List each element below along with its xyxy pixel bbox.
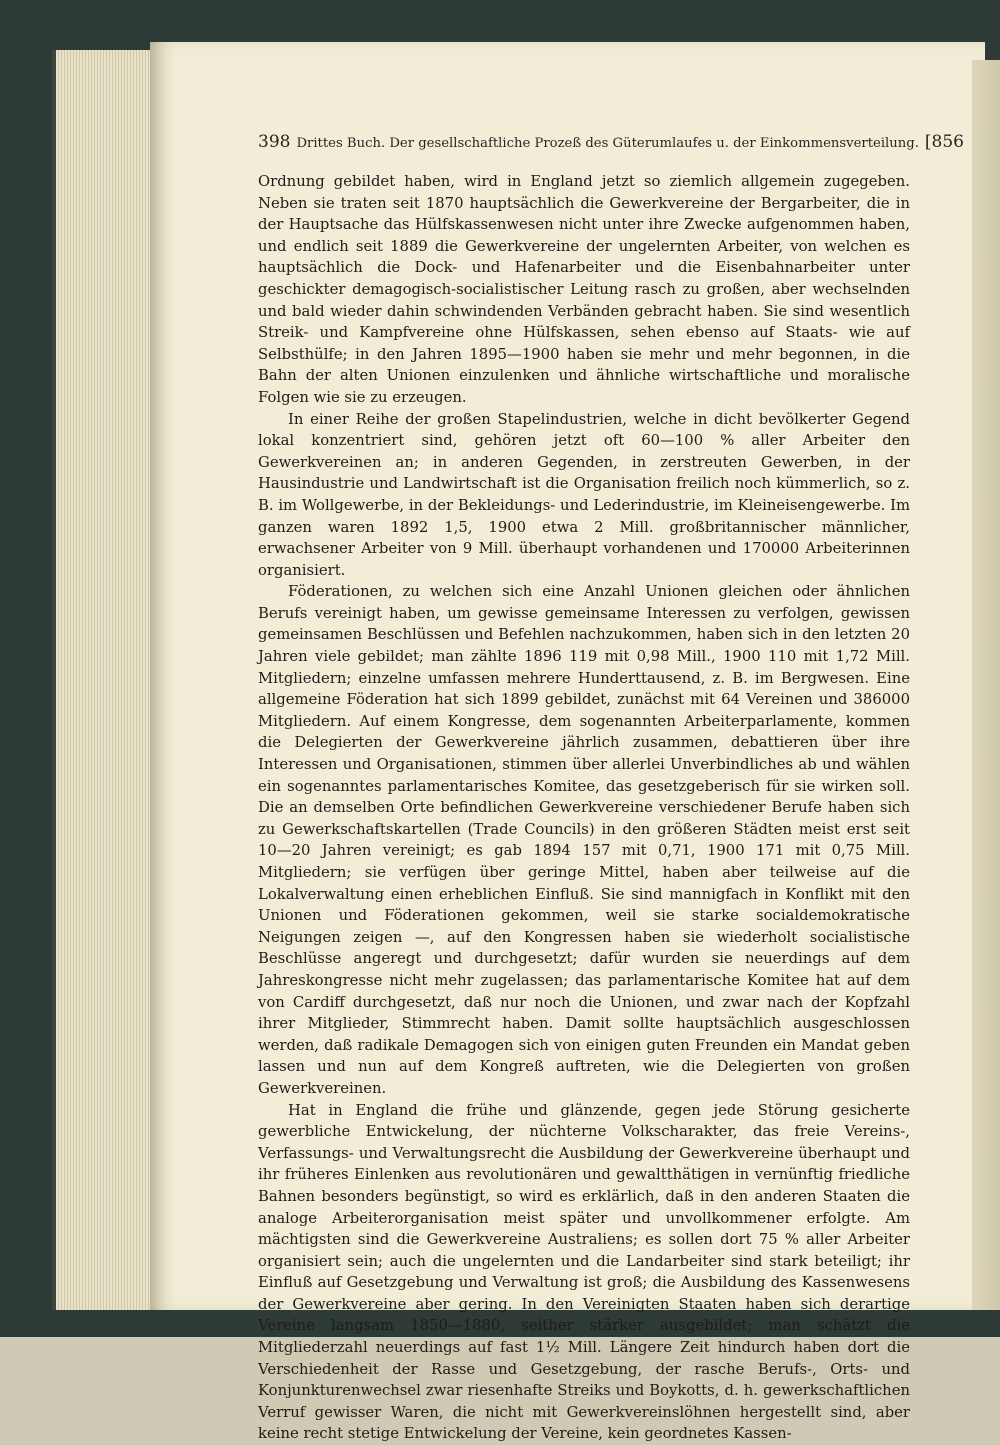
running-head: Drittes Buch. Der gesellschaftliche Prozeß des Güterumlaufes u. der Einkommensverteilung. [296,136,919,151]
paragraph: In einer Reihe der großen Stapelindustrien, welche in dicht bevölkerter Gegend lokal konzentriert sind, gehören jetzt oft 60—100 % aller Arbeiter den Gewerkvereinen an; in anderen Gegenden, in zerstreuten Gewerben, in der Hausindustrie und Landwirtschaft ist die Organisation freilich noch kümmerlich, so z. B. im Wollgewerbe, in der Bekleidungs- und Lederindustrie, im Kleineisengewerbe. Im ganzen waren 1892 1,5, 1900 etwa 2 Mill. großbritannischer männlicher, erwachsener Arbeiter von 9 Mill. überhaupt vorhandenen und 170000 Arbeiterinnen organisiert. [258,410,910,579]
page-number: 398 [258,132,291,152]
paragraph: Hat in England die frühe und glänzende, gegen jede Störung gesicherte gewerbliche Entwickelung, der nüchterne Volkscharakter, das freie Vereins-, Verfassungs- und Verwaltungsrecht die Ausbildung der Gewerkvereine überhaupt und ihr früheres Einlenken aus revolutionären und gewaltthätigen in vernünftig friedliche Bahnen besonders begünstigt, so wird es erklärlich, daß in den anderen Staaten die analoge Arbeiterorganisation meist später und unvollkommener erfolgte. Am mächtigsten sind die Gewerkvereine Australiens; es sollen dort 75 % aller Arbeiter organisiert sein; auch die ungelernten und die Landarbeiter sind stark beteiligt; ihr Einfluß auf Gesetzgebung und Verwaltung ist groß; die Ausbildung des Kassenwesens der Gewerkvereine aber gering. In den Vereinigten Staaten haben sich derartige Vereine langsam 1850—1880, seither stärker ausgebildet; man schätzt die Mitgliederzahl neuerdings auf fast 1½ Mill. Längere Zeit hindurch haben dort die Verschiedenheit der Rasse und Gesetzgebung, der rasche Berufs-, Orts- und Konjunkturenwechsel zwar riesenhafte Streiks und Boykotts, d. h. gewerkschaftlichen Verruf gewisser Waren, die nicht mit Gewerkvereinslöhnen hergestellt sind, aber keine recht stetige Entwickelung der Vereine, kein geordnetes Kassen- [258,1101,910,1443]
page-header [258,132,964,152]
paragraph: Föderationen, zu welchen sich eine Anzahl Unionen gleichen oder ähnlichen Berufs vereinigt haben, um gewisse gemeinsame Interessen zu verfolgen, gewissen gemeinsamen Beschlüssen und Befehlen nachzukommen, haben sich in den letzten 20 Jahren viele gebildet; man zählte 1896 119 mit 0,98 Mill., 1900 110 mit 1,72 Mill. Mitgliedern; einzelne umfassen mehrere Hunderttausend, z. B. im Bergwesen. Eine allgemeine Föderation hat sich 1899 gebildet, zunächst mit 64 Vereinen und 386000 Mitgliedern. Auf einem Kongresse, dem sogenannten Arbeiterparlamente, kommen die Delegierten der Gewerkvereine jährlich zusammen, debattieren über ihre Interessen und Organisationen, stimmen über allerlei Unverbindliches ab und wählen ein sogenanntes parlamentarisches Komitee, das gesetzgeberisch für sie wirken soll. Die an demselben Orte befindlichen Gewerkvereine verschiedener Berufe haben sich zu Gewerkschaftskartellen (Trade Councils) in den größeren Städten meist erst seit 10—20 Jahren vereinigt; es gab 1894 157 mit 0,71, 1900 171 mit 0,75 Mill. Mitgliedern; sie verfügen über geringe Mittel, haben aber teilweise auf die Lokalverwaltung einen erheblichen Einfluß. Sie sind mannigfach in Konflikt mit den Unionen und Föderationen gekommen, weil sie starke socialdemokratische Neigungen zeigen —, auf den Kongressen haben sie wiederholt socialistische Beschlüsse angeregt und durchgesetzt; dafür wurden sie neuerdings auf dem Jahreskongresse nicht mehr zugelassen; das parlamentarische Komitee hat auf dem von Cardiff durchgesetzt, daß nur noch die Unionen, und zwar nach der Kopfzahl ihrer Mitglieder, Stimmrecht haben. Damit sollte hauptsächlich ausgeschlossen werden, daß radikale Demagogen sich von einigen guten Freunden ein Mandat geben lassen und nun auf dem Kongreß auftreten, wie die Delegierten von großen Gewerkvereinen. [258,583,910,1097]
body-text [258,171,910,1445]
paragraph: Ordnung gebildet haben, wird in England jetzt so ziemlich allgemein zugegeben. Neben sie traten seit 1870 hauptsächlich die Gewerkvereine der Bergarbeiter, die in der Hauptsache das Hülfskassenwesen nicht unter ihre Zwecke aufgenommen haben, und endlich seit 1889 die Gewerkvereine der ungelernten Arbeiter, von welchen es hauptsächlich die Dock- und Hafenarbeiter und die Eisenbahnarbeiter unter geschickter demagogisch-socialistischer Leitung rasch zu großen, aber wechselnden und bald wieder dahin schwindenden Verbänden gebracht haben. Sie sind wesentlich Streik- und Kampfvereine ohne Hülfskassen, sehen ebenso auf Staats- wie auf Selbsthülfe; in den Jahren 1895—1900 haben sie mehr und mehr begonnen, in die Bahn der alten Unionen einzulenken und ähnliche wirtschaftliche und moralische Folgen wie sie zu erzeugen. [258,173,910,406]
section-reference: [856 [924,132,964,152]
next-page-edge [972,60,1000,1310]
page-edges [52,50,166,1310]
